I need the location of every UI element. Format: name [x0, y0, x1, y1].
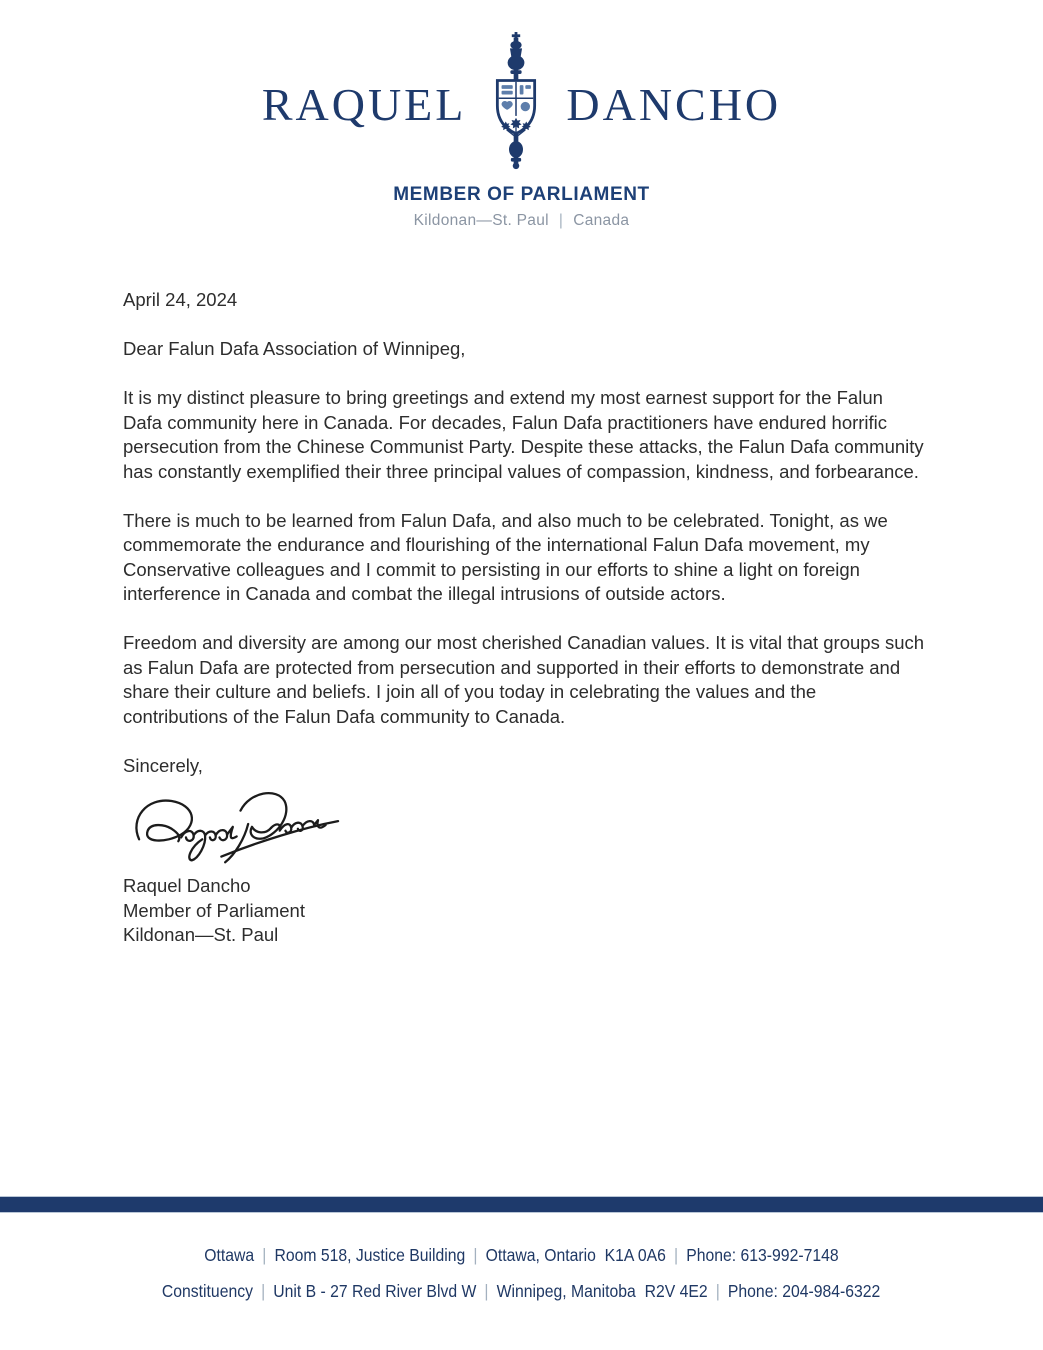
- footer-separator: |: [473, 1245, 478, 1265]
- signature-block: [123, 780, 925, 948]
- handwritten-signature: [123, 780, 358, 868]
- parliament-mace-shield-icon: [486, 32, 546, 170]
- signatory-name: Raquel Dancho: [123, 875, 251, 896]
- footer-constituency-label: Constituency: [162, 1281, 254, 1301]
- footer-constituency-address: Winnipeg, Manitoba R2V 4E2: [497, 1281, 709, 1301]
- country-name: Canada: [573, 212, 630, 229]
- letter-date: April 24, 2024: [123, 289, 238, 310]
- footer-ottawa-phone: Phone: 613-992-7148: [686, 1245, 839, 1265]
- footer-separator: |: [262, 1245, 267, 1265]
- paragraph-2: There is much to be learned from Falun Dafa, and also much to be celebrated. Tonight, as we commemorate the endurance and flourishing of the international Falun Dafa movement, my Conservative colleagues and I commit to persisting in our efforts to shine a light on foreign interference in Canada and combat the illegal intrusions of outside actors.: [123, 509, 888, 604]
- footer-separator: |: [674, 1245, 679, 1265]
- name-first: RAQUEL: [261, 79, 467, 130]
- member-of-parliament-title: MEMBER OF PARLIAMENT: [393, 184, 650, 205]
- salutation: Dear Falun Dafa Association of Winnipeg,: [123, 338, 466, 359]
- closing: Sincerely,: [123, 754, 203, 776]
- footer-contact: [0, 1238, 1043, 1310]
- footer-separator: |: [716, 1281, 721, 1301]
- footer-divider-bar: [0, 1196, 1043, 1213]
- signatory-title: Member of Parliament: [123, 899, 305, 921]
- footer-line-constituency: [162, 1274, 880, 1309]
- letterhead-logo-row: [0, 32, 1043, 170]
- letterhead: [0, 32, 1043, 230]
- footer-separator: |: [261, 1281, 266, 1301]
- footer-ottawa-label: Ottawa: [204, 1245, 255, 1265]
- riding-name: Kildonan—St. Paul: [413, 212, 549, 229]
- footer-constituency-phone: Phone: 204-984-6322: [728, 1281, 881, 1301]
- signatory-details: [123, 874, 925, 948]
- letter-body: [123, 288, 925, 948]
- footer-separator: |: [484, 1281, 489, 1301]
- footer-line-ottawa: [204, 1238, 838, 1273]
- riding-subtitle: [0, 212, 1043, 230]
- paragraph-3: Freedom and diversity are among our most cherished Canadian values. It is vital that groups such as Falun Dafa are protected from persecution and supported in their efforts to demonstrate and share their culture and beliefs. I join all of you today in celebrating the values and the contributions of the Falun Dafa community to Canada.: [123, 632, 925, 727]
- subtitle-separator: |: [558, 212, 564, 229]
- footer-ottawa-room: Room 518, Justice Building: [274, 1245, 466, 1265]
- signatory-riding: Kildonan—St. Paul: [123, 924, 279, 945]
- footer-constituency-unit: Unit B - 27 Red River Blvd W: [273, 1281, 477, 1301]
- name-last: DANCHO: [566, 79, 782, 130]
- paragraph-1: It is my distinct pleasure to bring greetings and extend my most earnest support for the Falun Dafa community here in Canada. For decades, Falun Dafa practitioners have endured horrific persecution from the Chinese Communist Party. Despite these attacks, the Falun Dafa community has constantly exemplified their three principal values of compassion, kindness, and forbearance.: [123, 387, 924, 482]
- footer-ottawa-address: Ottawa, Ontario K1A 0A6: [485, 1245, 667, 1265]
